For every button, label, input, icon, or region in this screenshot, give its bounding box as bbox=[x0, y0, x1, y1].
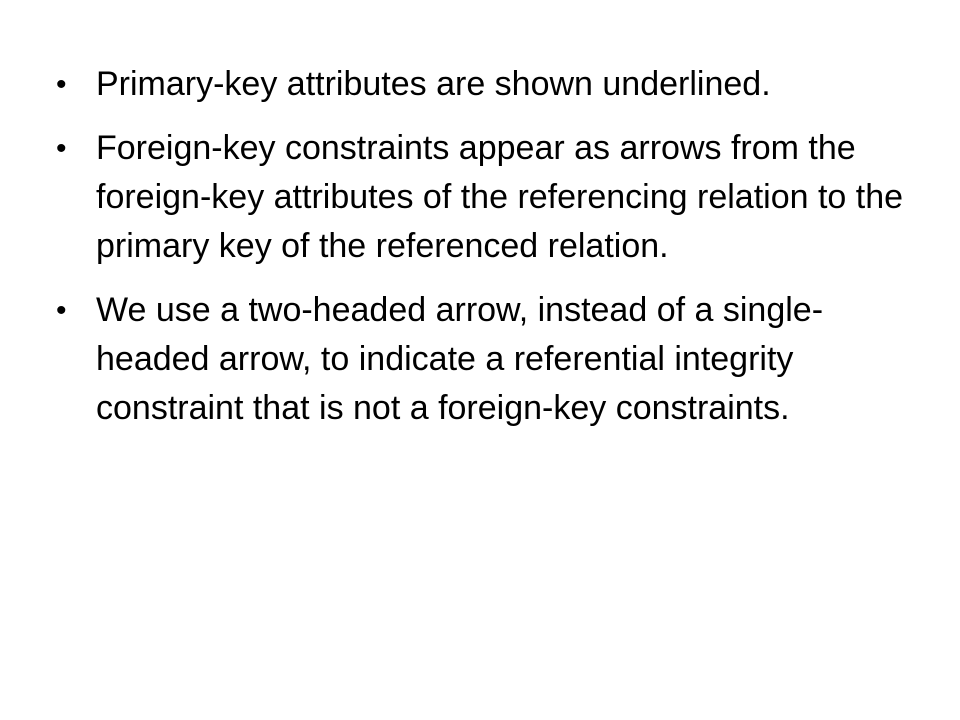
bullet-marker: • bbox=[56, 294, 67, 327]
bullet-marker: • bbox=[56, 68, 67, 101]
bullet-text: We use a two-headed arrow, instead of a single-headed arrow, to indicate a referential integrity constraint that is not a foreign-key constraints. bbox=[96, 291, 824, 427]
bullet-text: Foreign-key constraints appear as arrows from the foreign-key attributes of the referencing relation to the primary key of the referenced relation. bbox=[96, 129, 904, 265]
bullet-text: Primary-key attributes are shown underlined. bbox=[96, 65, 771, 103]
bullet-marker: • bbox=[56, 132, 67, 165]
bullet-list bbox=[56, 60, 906, 448]
bullet-item-two-headed-arrow bbox=[56, 286, 906, 433]
bullet-item-foreign-key bbox=[56, 124, 906, 271]
bullet-item-primary-key bbox=[56, 60, 906, 109]
